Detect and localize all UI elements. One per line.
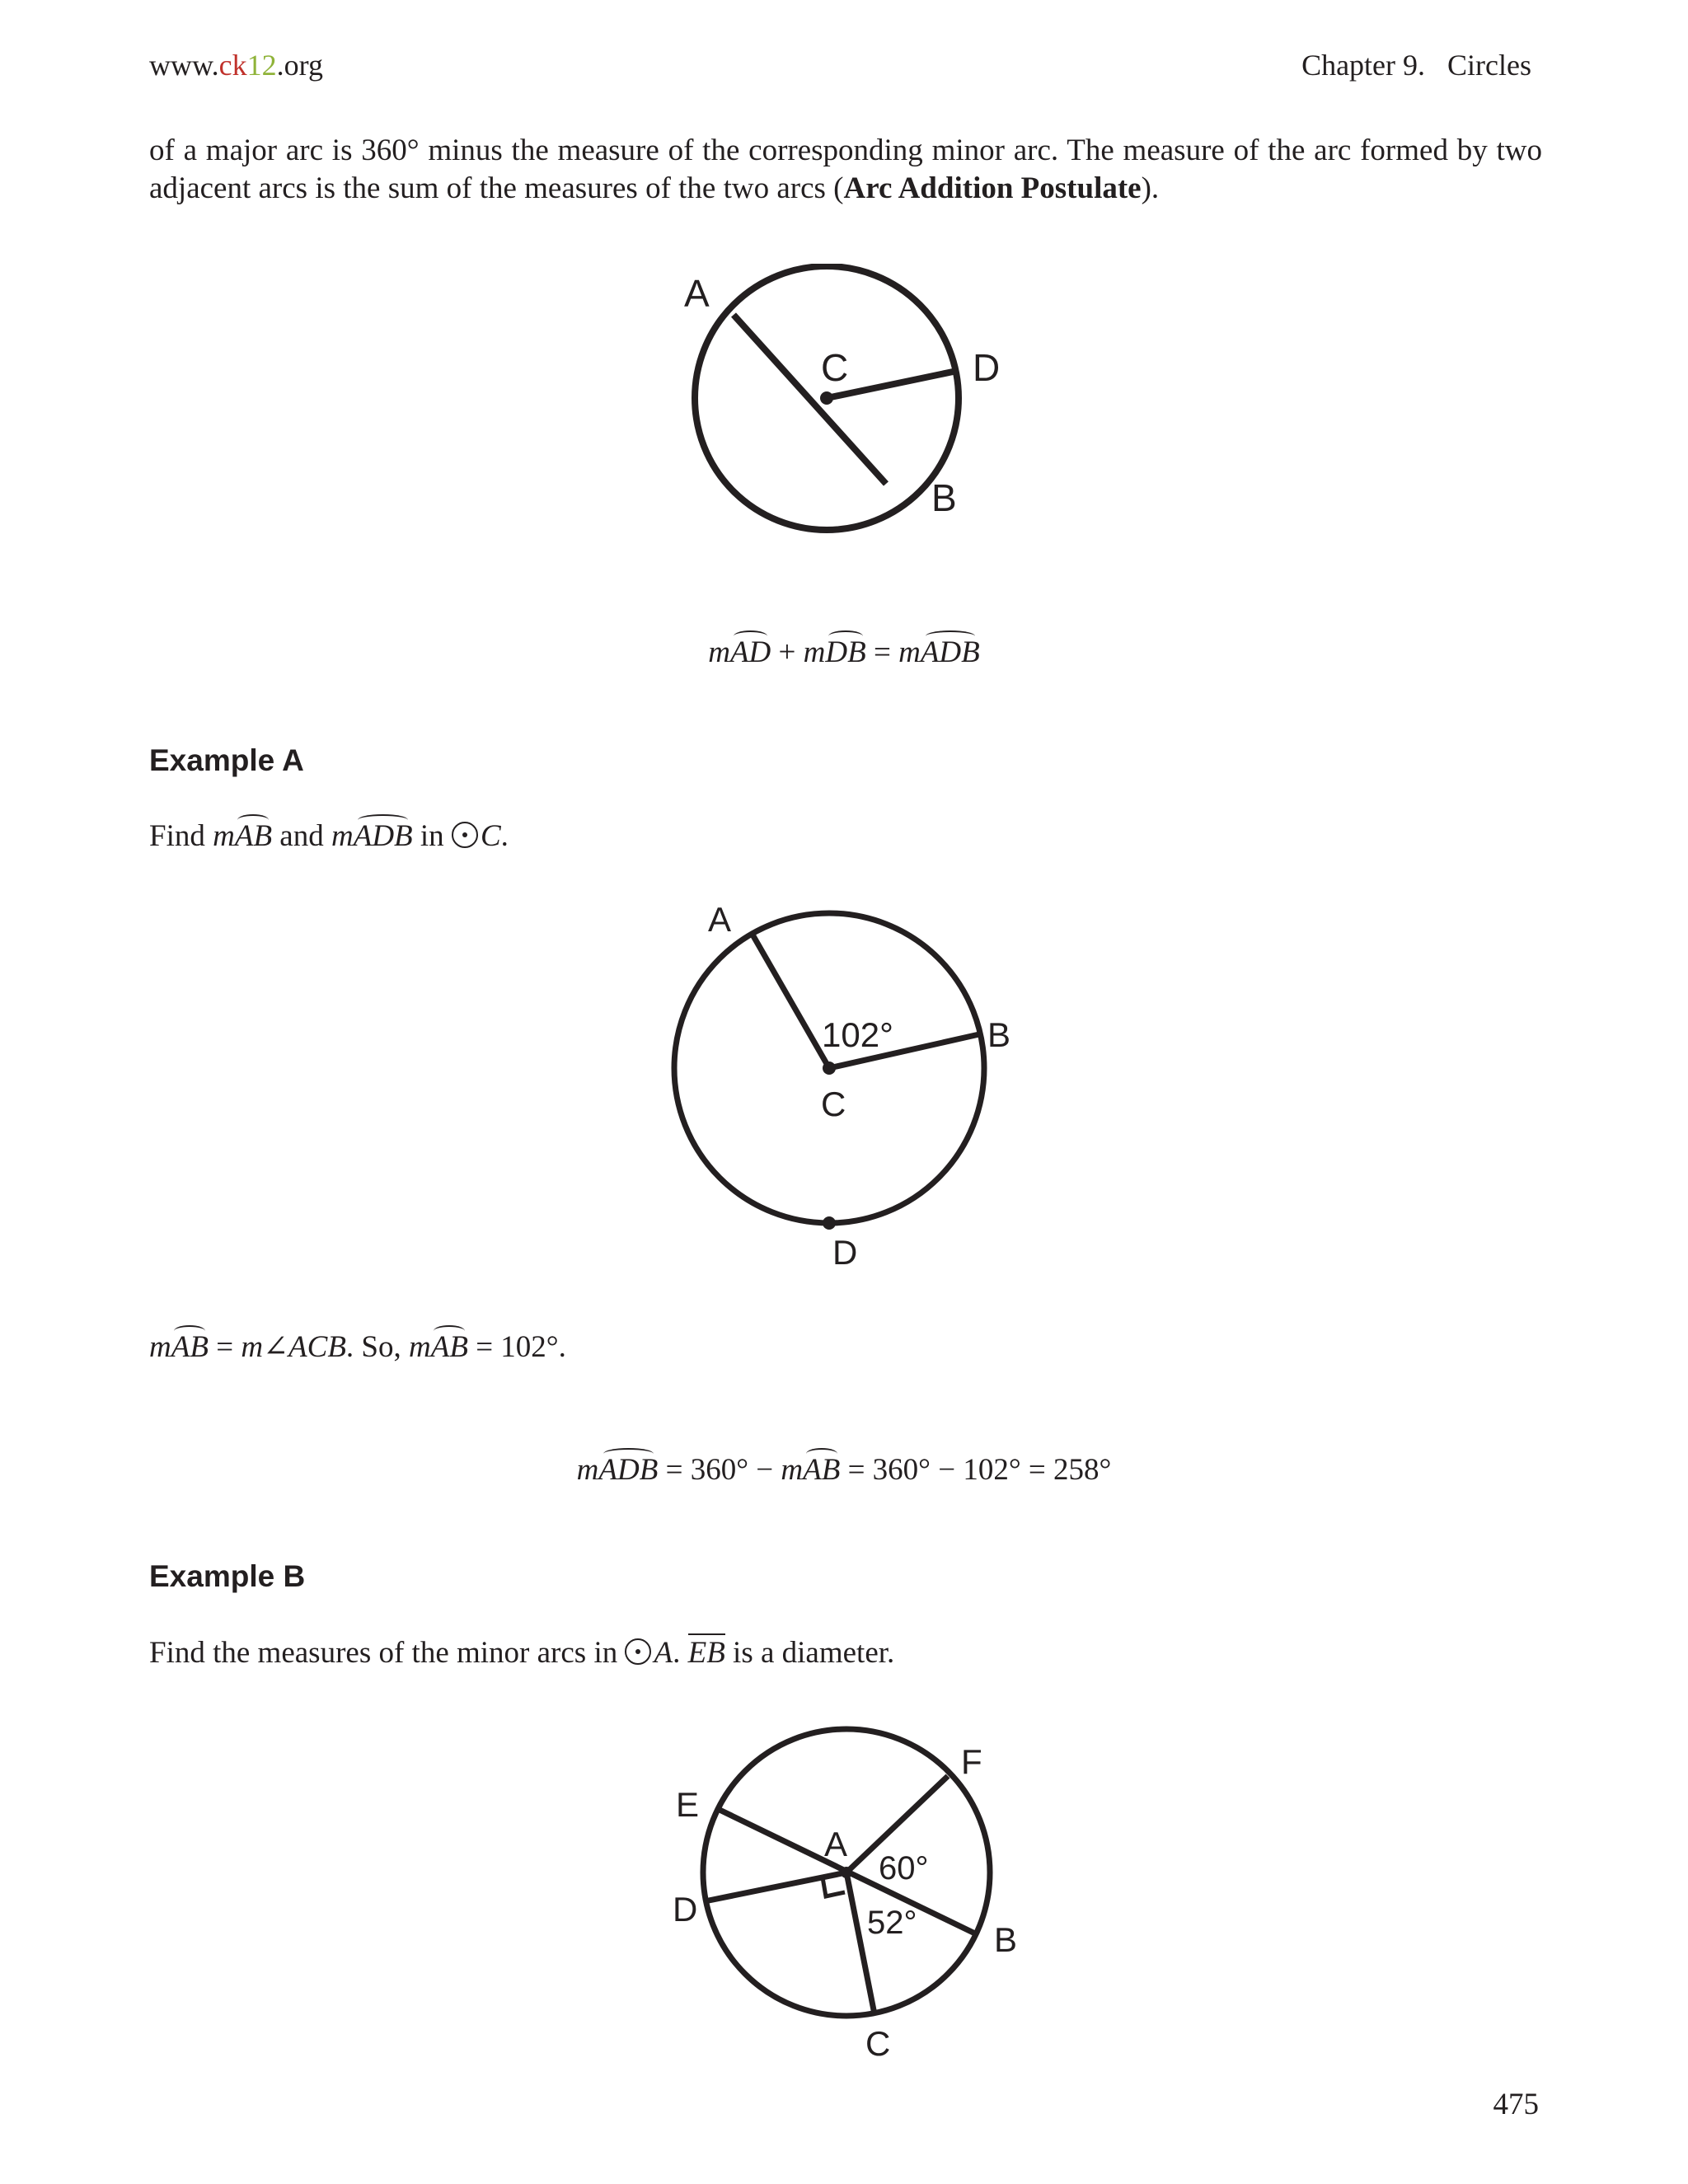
radius-ca: [753, 935, 829, 1068]
eq1-arc-ad: AD: [729, 635, 771, 669]
figure-circle-minor-arcs: [659, 1714, 1055, 2077]
step1-equals: =: [208, 1330, 241, 1364]
circle-dot-icon: [625, 1638, 651, 1665]
figure-circle-102: [659, 898, 1039, 1277]
angle-label-52: 52°: [867, 1905, 917, 1941]
prompt-m2: m: [331, 819, 354, 853]
eq2-m2: m: [781, 1453, 804, 1487]
label-f: F: [961, 1742, 982, 1781]
b-prompt-circle-a: A: [654, 1636, 673, 1670]
angle-label-102: 102°: [822, 1015, 893, 1054]
eq1-m3: m: [898, 635, 921, 669]
prompt-and: and: [272, 819, 331, 853]
example-a-heading: Example A: [149, 743, 304, 777]
intro-text-end: ).: [1141, 171, 1160, 205]
example-b-prompt: [149, 1635, 894, 1671]
step1-angle-acb: m∠ACB: [241, 1330, 346, 1364]
site-url[interactable]: [149, 48, 323, 82]
eq1-m2: m: [803, 635, 826, 669]
site-12: 12: [246, 49, 277, 82]
page-number: 475: [1493, 2088, 1539, 2121]
center-point: [841, 1867, 852, 1878]
step1-arc-ab-2: AB: [430, 1330, 468, 1364]
example-a-equation: [0, 1452, 1688, 1488]
site-suffix: .org: [276, 49, 323, 82]
label-d: D: [832, 1233, 858, 1272]
arc-addition-postulate: Arc Addition Postulate: [843, 171, 1142, 205]
center-point: [820, 391, 833, 405]
label-e: E: [676, 1785, 700, 1824]
example-b-heading: Example B: [149, 1559, 306, 1593]
diameter-ab: [734, 315, 886, 484]
chapter-title: Chapter 9. Circles: [1301, 49, 1531, 82]
prompt-arc-ab: AB: [234, 819, 273, 853]
intro-paragraph: [149, 132, 1542, 208]
center-point: [823, 1062, 836, 1075]
example-a-prompt: [149, 818, 509, 854]
label-b: B: [994, 1920, 1018, 1959]
eq2-arc-ab: AB: [803, 1453, 841, 1487]
label-d: D: [973, 346, 1001, 389]
eq2-term1: = 360° −: [658, 1453, 781, 1487]
prompt-in: in: [412, 819, 452, 853]
step1-so: . So,: [345, 1330, 409, 1364]
eq1-arc-db: DB: [825, 635, 866, 669]
eq2-term2: = 360° − 102° = 258°: [840, 1453, 1112, 1487]
b-prompt-mid: .: [673, 1636, 688, 1670]
eq1-equals: =: [865, 635, 899, 669]
label-d: D: [673, 1890, 698, 1929]
figure-circle-adb: [676, 264, 1022, 544]
step1-arc-ab: AB: [171, 1330, 209, 1364]
label-c: C: [821, 346, 849, 389]
prompt-arc-adb: ADB: [353, 819, 413, 853]
label-c: C: [821, 1085, 846, 1123]
step1-m1: m: [149, 1330, 171, 1364]
eq2-arc-adb: ADB: [598, 1453, 659, 1487]
right-angle-mark: [823, 1877, 845, 1896]
circle-dot-icon: [452, 822, 478, 848]
label-c: C: [865, 2024, 891, 2063]
example-a-step1: [149, 1329, 566, 1365]
site-prefix: www.: [149, 49, 219, 82]
intro-text: of a major arc is 360° minus the measure of the corresponding minor arc. The measure of the arc formed by two adjacent arcs is the sum of the measures of the two arcs (: [149, 134, 1542, 205]
step1-value: = 102°.: [467, 1330, 566, 1364]
eq1-plus: +: [771, 635, 804, 669]
eq1-m1: m: [708, 635, 730, 669]
step1-m2: m: [409, 1330, 431, 1364]
label-b: B: [987, 1015, 1011, 1054]
label-a: A: [708, 900, 732, 939]
site-ck: ck: [218, 49, 247, 82]
equation-arc-addition: [0, 635, 1688, 670]
label-b: B: [931, 476, 957, 519]
radius-ac: [846, 1872, 874, 2014]
b-prompt-segment-eb: EB: [688, 1633, 725, 1670]
label-a: A: [684, 272, 710, 315]
eq1-arc-adb: ADB: [920, 635, 980, 669]
angle-label-60: 60°: [879, 1850, 929, 1886]
prompt-circle-c: C: [480, 819, 501, 853]
label-a: A: [824, 1825, 848, 1863]
prompt-period: .: [500, 819, 509, 853]
eq2-m1: m: [576, 1453, 599, 1487]
b-prompt-end: is a diameter.: [724, 1636, 895, 1670]
prompt-m1: m: [213, 819, 235, 853]
b-prompt-start: Find the measures of the minor arcs in: [149, 1636, 626, 1670]
prompt-find: Find: [149, 819, 213, 853]
point-d: [823, 1216, 836, 1230]
